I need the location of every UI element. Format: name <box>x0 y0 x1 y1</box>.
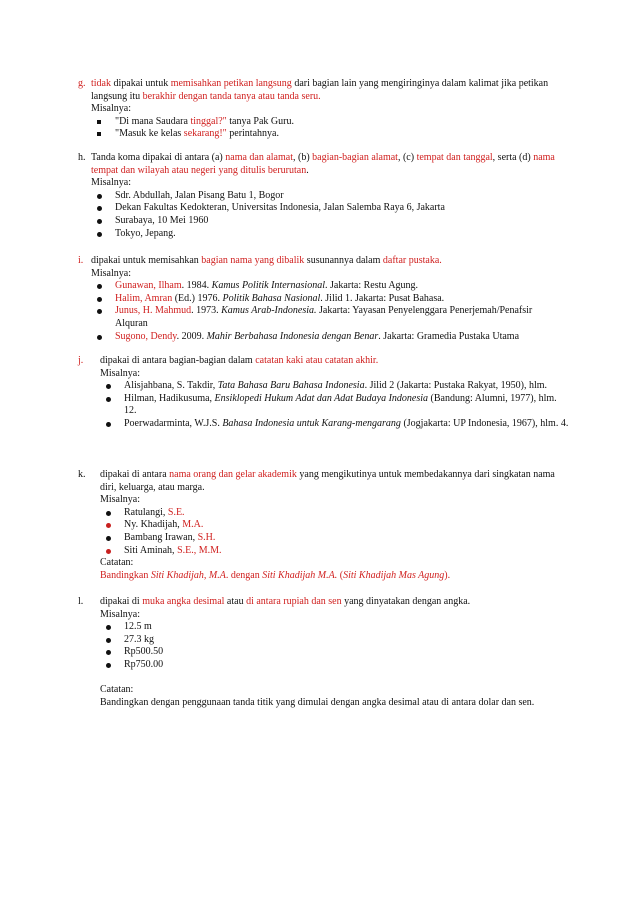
example-label: Misalnya: <box>91 267 131 279</box>
example-label: Misalnya: <box>91 177 131 189</box>
rule-description: dipakai di antara nama orang dan gelar akademik yang mengikutinya untuk membedakannya dari singkatan nama diri, keluarga, atau marga. <box>100 469 555 493</box>
rule-marker: j. <box>78 355 84 366</box>
rule-marker: g. <box>78 78 86 89</box>
rule-body <box>91 255 561 343</box>
example-list <box>91 280 561 343</box>
note-label: Catatan: <box>100 557 134 569</box>
list-item: Poerwadarminta, W.J.S. Bahasa Indonesia untuk Karang-mengarang (Jogjakarta: UP Indonesia, 1967), hlm. 4. <box>100 418 570 431</box>
example-label: Misalnya: <box>100 367 140 379</box>
list-item: Halim, Amran (Ed.) 1976. Politik Bahasa Nasional. Jilid 1. Jakarta: Pusat Bahasa. <box>91 293 561 306</box>
list-item: "Masuk ke kelas sekarang!" perintahnya. <box>91 128 561 141</box>
list-item: Ny. Khadijah, M.A. <box>100 519 570 532</box>
example-list <box>100 507 570 557</box>
list-item: Siti Aminah, S.E., M.M. <box>100 545 570 558</box>
example-label: Misalnya: <box>100 494 140 506</box>
list-item: Rp750.00 <box>100 659 570 672</box>
list-item: Hilman, Hadikusuma, Ensiklopedi Hukum Adat dan Adat Budaya Indonesia (Bandung: Alumni, 1977), hlm. 12. <box>100 393 570 418</box>
list-item: Surabaya, 10 Mei 1960 <box>91 215 561 228</box>
list-item: Bambang Irawan, S.H. <box>100 532 570 545</box>
rule-description: dipakai di muka angka desimal atau di antara rupiah dan sen yang dinyatakan dengan angka. <box>100 596 471 607</box>
list-item: Sdr. Abdullah, Jalan Pisang Batu 1, Bogor <box>91 190 561 203</box>
rule-marker: l. <box>78 596 84 607</box>
rule-body <box>100 469 570 582</box>
list-item: Gunawan, Ilham. 1984. Kamus Politik Internasional. Jakarta: Restu Agung. <box>91 280 561 293</box>
list-item: Ratulangi, S.E. <box>100 507 570 520</box>
list-item: Dekan Fakultas Kedokteran, Universitas Indonesia, Jalan Salemba Raya 6, Jakarta <box>91 202 561 215</box>
rule-description: tidak dipakai untuk memisahkan petikan langsung dari bagian lain yang mengiringinya dalam kalimat jika petikan langsung itu berakhir dengan tanda tanya atau tanda seru. <box>91 78 549 102</box>
spacer <box>100 672 570 685</box>
rule-body <box>100 355 570 431</box>
rule-body <box>91 78 561 141</box>
list-item: "Di mana Saudara tinggal?" tanya Pak Guru. <box>91 116 561 129</box>
rule-body <box>91 152 561 240</box>
rule-description: Tanda koma dipakai di antara (a) nama dan alamat, (b) bagian-bagian alamat, (c) tempat dan tanggal, serta (d) nama tempat dan wilayah atau negeri yang ditulis berurutan. <box>91 152 555 176</box>
rule-description: dipakai untuk memisahkan bagian nama yang dibalik susunannya dalam daftar pustaka. <box>91 255 442 266</box>
list-item: Tokyo, Jepang. <box>91 228 561 241</box>
list-item: 27.3 kg <box>100 634 570 647</box>
rule-description: dipakai di antara bagian-bagian dalam catatan kaki atau catatan akhir. <box>100 355 379 366</box>
list-item: Sugono, Dendy. 2009. Mahir Berbahasa Indonesia dengan Benar. Jakarta: Gramedia Pustaka Utama <box>91 331 561 344</box>
list-item: Alisjahbana, S. Takdir, Tata Bahasa Baru Bahasa Indonesia. Jilid 2 (Jakarta: Pustaka Rakyat, 1950), hlm. <box>100 380 570 393</box>
rule-marker: k. <box>78 469 86 480</box>
example-label: Misalnya: <box>100 608 140 620</box>
note-text: Bandingkan dengan penggunaan tanda titik yang dimulai dengan angka desimal atau di antara dolar dan sen. <box>100 696 535 708</box>
example-label: Misalnya: <box>91 103 131 115</box>
example-list <box>91 116 561 141</box>
example-list <box>91 190 561 240</box>
list-item: Junus, H. Mahmud. 1973. Kamus Arab-Indonesia. Jakarta: Yayasan Penyelenggara Penerjemah/Penafsir Alquran <box>91 305 561 330</box>
rule-body <box>100 596 570 709</box>
rule-marker: h. <box>78 152 86 163</box>
note-text: Bandingkan Siti Khadijah, M.A. dengan Siti Khadijah M.A. (Siti Khadijah Mas Agung). <box>100 569 451 581</box>
list-item: 12.5 m <box>100 621 570 634</box>
note-label: Catatan: <box>100 684 134 696</box>
example-list <box>100 380 570 430</box>
example-list <box>100 621 570 671</box>
rule-marker: i. <box>78 255 84 266</box>
list-item: Rp500.50 <box>100 646 570 659</box>
